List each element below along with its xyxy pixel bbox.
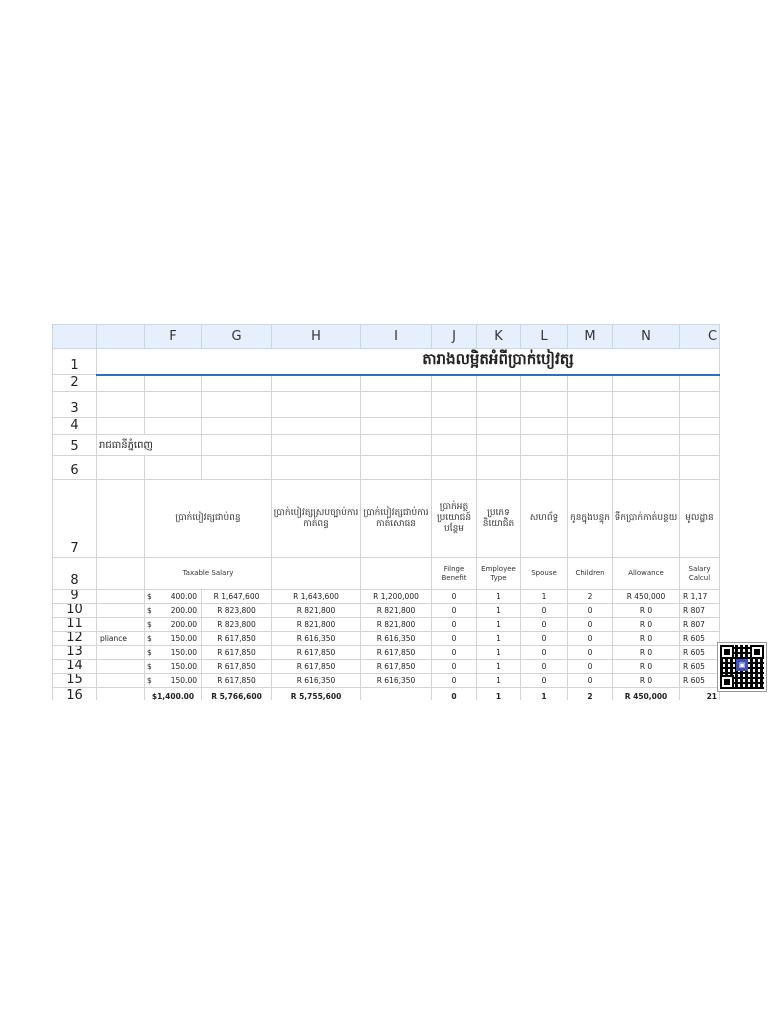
header-fringe-benefit[interactable]: Filnge Benefit: [432, 558, 477, 590]
total-o[interactable]: 21: [680, 688, 720, 701]
cell-j[interactable]: 0: [432, 674, 477, 688]
currency-symbol: $: [147, 648, 152, 657]
currency-symbol: $: [147, 606, 152, 615]
cell-l[interactable]: 0: [521, 604, 568, 618]
qr-code-image: [718, 643, 766, 691]
cell-l[interactable]: 0: [521, 632, 568, 646]
cell-o[interactable]: R 605: [680, 674, 720, 688]
row-number[interactable]: 15: [53, 674, 97, 688]
usd-amount: 150.00: [170, 648, 197, 657]
cell-e[interactable]: [97, 604, 145, 618]
cell-e[interactable]: [97, 590, 145, 604]
row-number[interactable]: 9: [53, 590, 97, 604]
cell-h[interactable]: R 616,350: [272, 674, 361, 688]
column-header-row: [53, 325, 720, 349]
cell-e[interactable]: [97, 646, 145, 660]
usd-amount: 150.00: [170, 634, 197, 643]
table-row: [53, 618, 720, 632]
cell-i[interactable]: R 617,850: [361, 660, 432, 674]
usd-amount: 150.00: [170, 662, 197, 671]
cell-f[interactable]: [145, 660, 202, 674]
total-h[interactable]: R 5,755,600: [272, 688, 361, 701]
cell-k[interactable]: 1: [477, 660, 521, 674]
cell-l[interactable]: 0: [521, 646, 568, 660]
header-salary-calc-khmer[interactable]: មូលដ្ឋាន: [680, 480, 720, 558]
total-row: [53, 688, 720, 701]
cell-m[interactable]: 0: [568, 604, 613, 618]
table-row: [53, 590, 720, 604]
row-number[interactable]: 13: [53, 646, 97, 660]
cell-k[interactable]: 1: [477, 632, 521, 646]
cell-f[interactable]: [145, 632, 202, 646]
currency-symbol: $: [147, 634, 152, 643]
column-header[interactable]: K: [477, 325, 521, 349]
cell-m[interactable]: 2: [568, 590, 613, 604]
table-row: [53, 632, 720, 646]
sheet-title[interactable]: តារាងលម្អិតអំពីប្រាក់បៀវត្ស: [97, 349, 720, 375]
row-number[interactable]: 5: [53, 435, 97, 456]
column-header[interactable]: J: [432, 325, 477, 349]
column-header[interactable]: N: [613, 325, 680, 349]
total-g[interactable]: R 5,766,600: [202, 688, 272, 701]
cell-h[interactable]: R 1,643,600: [272, 590, 361, 604]
cell-h[interactable]: R 617,850: [272, 660, 361, 674]
header-fringe-khmer[interactable]: ប្រាក់អត្ថប្រយោជន៍បន្ថែម: [432, 480, 477, 558]
row-number[interactable]: 2: [53, 375, 97, 392]
cell-l[interactable]: 0: [521, 660, 568, 674]
cell-k[interactable]: 1: [477, 604, 521, 618]
cell-j[interactable]: 0: [432, 618, 477, 632]
cell-i[interactable]: R 616,350: [361, 674, 432, 688]
cell-i[interactable]: R 821,800: [361, 604, 432, 618]
currency-symbol: $: [147, 662, 152, 671]
header-taxable-salary-khmer[interactable]: ប្រាក់បៀវត្សជាប់ពន្ធ: [145, 480, 272, 558]
header-employee-type[interactable]: Employee Type: [477, 558, 521, 590]
cell-o[interactable]: R 605: [680, 632, 720, 646]
cell-n[interactable]: R 0: [613, 660, 680, 674]
header-col-h-khmer[interactable]: ប្រាក់បៀវត្សស្របច្បាប់ការកាត់ពន្ធ: [272, 480, 361, 558]
cell-i[interactable]: R 616,350: [361, 632, 432, 646]
cell-i[interactable]: R 617,850: [361, 646, 432, 660]
data-rows: [53, 590, 720, 688]
cell-g[interactable]: R 1,647,600: [202, 590, 272, 604]
currency-symbol: $: [147, 620, 152, 629]
cell-h[interactable]: R 617,850: [272, 646, 361, 660]
row-number[interactable]: 11: [53, 618, 97, 632]
cell-n[interactable]: R 0: [613, 618, 680, 632]
header-employee-type-khmer[interactable]: ប្រភេទនិយោជិត: [477, 480, 521, 558]
usd-amount: 200.00: [170, 620, 197, 629]
column-header[interactable]: L: [521, 325, 568, 349]
cell-e[interactable]: pliance: [97, 632, 145, 646]
row-number[interactable]: 1: [53, 349, 97, 375]
header-children-khmer[interactable]: កូនក្នុងបន្ទុក: [568, 480, 613, 558]
spreadsheet-grid: [52, 324, 768, 700]
column-header[interactable]: M: [568, 325, 613, 349]
cell-j[interactable]: 0: [432, 632, 477, 646]
row-number[interactable]: 10: [53, 604, 97, 618]
cell-f[interactable]: [145, 590, 202, 604]
header-spouse-khmer[interactable]: សហព័ទ្ធ: [521, 480, 568, 558]
cell-i[interactable]: R 1,200,000: [361, 590, 432, 604]
total-l[interactable]: 1: [521, 688, 568, 701]
select-all-corner[interactable]: [53, 325, 97, 349]
cell-e[interactable]: [97, 674, 145, 688]
header-taxable-salary[interactable]: Taxable Salary: [145, 558, 272, 590]
qr-logo-icon: ▣: [736, 659, 748, 671]
cell-h[interactable]: R 821,800: [272, 618, 361, 632]
header-salary-calc[interactable]: Salary Calcul: [680, 558, 720, 590]
cell-h[interactable]: R 616,350: [272, 632, 361, 646]
total-usd[interactable]: $1,400.00: [145, 688, 202, 701]
column-header[interactable]: C: [680, 325, 720, 349]
cell-l[interactable]: 0: [521, 618, 568, 632]
cell-o[interactable]: R 605: [680, 660, 720, 674]
cell-k[interactable]: 1: [477, 618, 521, 632]
cell-i[interactable]: R 821,800: [361, 618, 432, 632]
currency-symbol: $: [147, 676, 152, 685]
row-number[interactable]: 6: [53, 456, 97, 480]
column-header-e[interactable]: [97, 325, 145, 349]
column-header[interactable]: G: [202, 325, 272, 349]
cell-k[interactable]: 1: [477, 646, 521, 660]
currency-symbol: $: [147, 592, 152, 601]
header-allowance[interactable]: Allowance: [613, 558, 680, 590]
cell-l[interactable]: 0: [521, 674, 568, 688]
row-number[interactable]: 7: [53, 480, 97, 558]
cell-g[interactable]: R 617,850: [202, 632, 272, 646]
column-header[interactable]: F: [145, 325, 202, 349]
cell-f[interactable]: [145, 674, 202, 688]
cell-n[interactable]: R 0: [613, 646, 680, 660]
row-number[interactable]: 4: [53, 418, 97, 435]
cell-e[interactable]: [97, 618, 145, 632]
cell-n[interactable]: R 0: [613, 674, 680, 688]
cell-k[interactable]: 1: [477, 674, 521, 688]
cell-f[interactable]: [145, 646, 202, 660]
cell-j[interactable]: 0: [432, 604, 477, 618]
total-n[interactable]: R 450,000: [613, 688, 680, 701]
row-number[interactable]: 8: [53, 558, 97, 590]
cell-o[interactable]: R 807: [680, 604, 720, 618]
cell-o[interactable]: R 1,17: [680, 590, 720, 604]
cell-j[interactable]: 0: [432, 660, 477, 674]
row-number[interactable]: 3: [53, 392, 97, 418]
cell-m[interactable]: 0: [568, 632, 613, 646]
cell-g[interactable]: R 823,800: [202, 618, 272, 632]
usd-amount: 400.00: [170, 592, 197, 601]
cell-n[interactable]: R 450,000: [613, 590, 680, 604]
cell-k[interactable]: 1: [477, 590, 521, 604]
table-row: [53, 604, 720, 618]
cell-g[interactable]: R 617,850: [202, 674, 272, 688]
table-row: [53, 674, 720, 688]
column-header[interactable]: I: [361, 325, 432, 349]
cell-o[interactable]: R 807: [680, 618, 720, 632]
cell-f[interactable]: [145, 604, 202, 618]
total-k[interactable]: 1: [477, 688, 521, 701]
row-number[interactable]: 16: [53, 688, 97, 701]
column-header[interactable]: H: [272, 325, 361, 349]
cell-l[interactable]: 1: [521, 590, 568, 604]
cell-j[interactable]: 0: [432, 646, 477, 660]
cell-h[interactable]: R 821,800: [272, 604, 361, 618]
cell-m[interactable]: 0: [568, 618, 613, 632]
usd-amount: 150.00: [170, 676, 197, 685]
header-col-i-khmer[interactable]: ប្រាក់បៀវត្សជាប់ការកាត់សោធន: [361, 480, 432, 558]
cell-e[interactable]: [97, 660, 145, 674]
cell-m[interactable]: 0: [568, 660, 613, 674]
cell-j[interactable]: 0: [432, 590, 477, 604]
location-label[interactable]: រាជធានីភ្នំពេញ: [97, 435, 202, 456]
header-allowance-khmer[interactable]: ទឹកប្រាក់កាត់បន្ថយ: [613, 480, 680, 558]
cell-m[interactable]: 0: [568, 674, 613, 688]
cell-f[interactable]: [145, 618, 202, 632]
header-spouse[interactable]: Spouse: [521, 558, 568, 590]
cell-g[interactable]: R 617,850: [202, 660, 272, 674]
total-m[interactable]: 2: [568, 688, 613, 701]
cell-o[interactable]: R 605: [680, 646, 720, 660]
cell-m[interactable]: 0: [568, 646, 613, 660]
cell-g[interactable]: R 823,800: [202, 604, 272, 618]
cell-n[interactable]: R 0: [613, 632, 680, 646]
cell-n[interactable]: R 0: [613, 604, 680, 618]
sheet-table: [52, 324, 720, 700]
usd-amount: 200.00: [170, 606, 197, 615]
row-number[interactable]: 14: [53, 660, 97, 674]
total-i[interactable]: [361, 688, 432, 701]
table-row: [53, 660, 720, 674]
row-number[interactable]: 12: [53, 632, 97, 646]
header-children[interactable]: Children: [568, 558, 613, 590]
table-row: [53, 646, 720, 660]
total-j[interactable]: 0: [432, 688, 477, 701]
cell-g[interactable]: R 617,850: [202, 646, 272, 660]
